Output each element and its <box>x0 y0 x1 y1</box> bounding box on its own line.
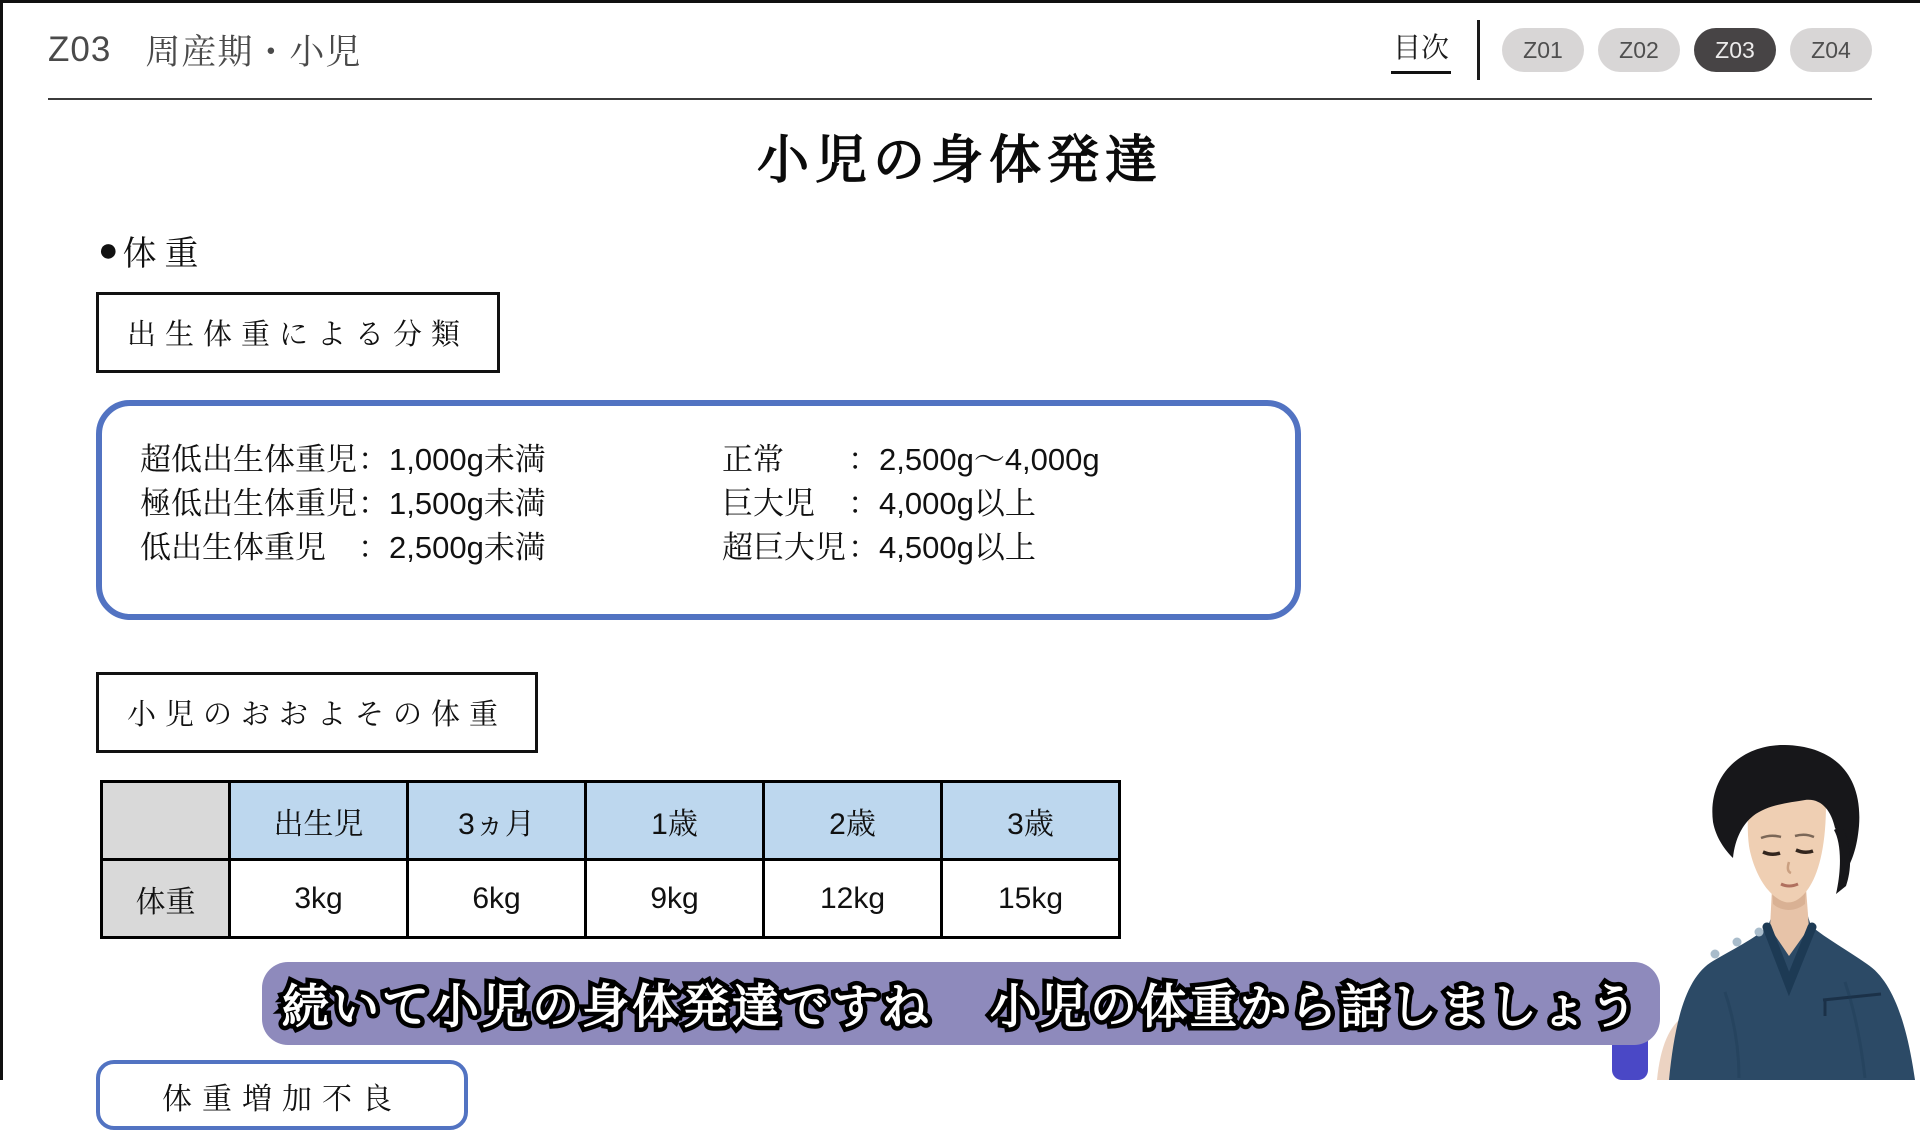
table-header-cell: 1歳 <box>586 782 764 860</box>
nav-pill-z02[interactable]: Z02 <box>1598 28 1680 72</box>
term-label: 正常 <box>722 442 784 477</box>
subtitle-text-2: 小児の体重から話しましょう <box>990 980 1640 1033</box>
section-label: 体重 <box>122 235 207 273</box>
nav-pill-z03-active[interactable]: Z03 <box>1694 28 1776 72</box>
term-label: 超低出生体重児 <box>140 442 357 477</box>
colon: ： <box>358 530 389 565</box>
snap-button <box>1711 950 1720 959</box>
chapter-code: Z03 <box>48 30 112 69</box>
table-header-row <box>102 782 1120 860</box>
term-label: 極低出生体重児 <box>140 486 357 521</box>
bullet-icon: ● <box>98 231 119 269</box>
toc-link[interactable]: 目次 <box>1391 26 1451 74</box>
table-header-cell: 出生児 <box>230 782 408 860</box>
instructor-avatar <box>1655 742 1920 1080</box>
table-value-cell: 3kg <box>230 860 408 938</box>
classification-item <box>722 438 1100 482</box>
term-label: 超巨大児 <box>722 530 846 565</box>
colon: ： <box>358 486 389 521</box>
chapter-nav-pills <box>1502 28 1872 72</box>
classification-item <box>722 526 1100 570</box>
subtitle-text-1: 続いて小児の身体発達ですね <box>282 980 932 1033</box>
classification-item <box>140 482 546 526</box>
header-rule <box>48 98 1872 100</box>
term-value: 2,500g〜4,000g <box>879 442 1100 477</box>
colon: ： <box>848 442 879 477</box>
table-row <box>102 860 1120 938</box>
table-value-cell: 12kg <box>764 860 942 938</box>
chapter-title <box>48 25 361 75</box>
snap-button <box>1755 928 1764 937</box>
term-value: 4,000g以上 <box>879 486 1036 521</box>
classification-right-column <box>722 438 1100 570</box>
term-value: 2,500g未満 <box>389 530 546 565</box>
table-value-cell: 6kg <box>408 860 586 938</box>
term-value: 4,500g以上 <box>879 530 1036 565</box>
colon: ： <box>848 486 879 521</box>
frame-border-top <box>0 0 1920 3</box>
colon: ： <box>848 530 879 565</box>
table-header-cell: 3歳 <box>942 782 1120 860</box>
classification-title-box: 出生体重による分類 <box>96 292 500 373</box>
classification-left-column <box>140 438 546 570</box>
section-heading <box>98 226 207 275</box>
term-value: 1,000g未満 <box>389 442 546 477</box>
classification-item <box>140 526 546 570</box>
nav-pill-z01[interactable]: Z01 <box>1502 28 1584 72</box>
header-bar <box>48 22 1872 78</box>
table-header-cell: 2歳 <box>764 782 942 860</box>
nav-pill-z04[interactable]: Z04 <box>1790 28 1872 72</box>
chapter-name: 周産期・小児 <box>145 33 362 72</box>
term-value: 1,500g未満 <box>389 486 546 521</box>
table-value-cell: 9kg <box>586 860 764 938</box>
colon: ： <box>358 442 389 477</box>
table-row-label: 体重 <box>102 860 230 938</box>
subtitle-caption <box>262 962 1660 1045</box>
classification-item <box>140 438 546 482</box>
nav-divider <box>1477 20 1480 80</box>
snap-button <box>1733 938 1742 947</box>
term-label: 巨大児 <box>722 486 815 521</box>
term-label: 低出生体重児 <box>140 530 326 565</box>
header-nav <box>1391 20 1872 80</box>
next-section-box-partial: 体重増加不良 <box>96 1060 468 1130</box>
classification-item <box>722 482 1100 526</box>
table-value-cell: 15kg <box>942 860 1120 938</box>
table-header-cell: 3ヵ月 <box>408 782 586 860</box>
weight-table <box>100 780 1121 939</box>
table-corner-cell <box>102 782 230 860</box>
page-title: 小児の身体発達 <box>756 132 1163 190</box>
weight-table-title-box: 小児のおおよその体重 <box>96 672 538 753</box>
classification-panel <box>96 400 1301 620</box>
